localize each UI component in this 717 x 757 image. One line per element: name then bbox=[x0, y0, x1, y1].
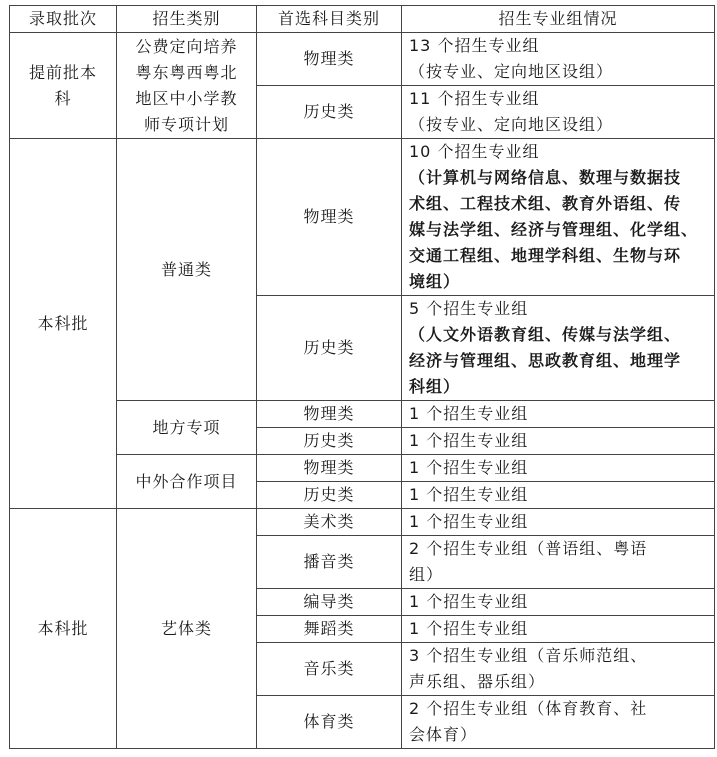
groups-cell: 3 个招生专业组（音乐师范组、 声乐组、器乐组） bbox=[402, 643, 715, 696]
category-cell: 艺体类 bbox=[117, 509, 257, 749]
subject-cell: 历史类 bbox=[257, 428, 402, 455]
groups-detail: （计算机与网络信息、数理与数据技 术组、工程技术组、教育外语组、传 媒与法学组、经济与管理组、化学组、 交通工程组、地理学科组、生物与环 境组） bbox=[409, 168, 699, 291]
subject-cell: 舞蹈类 bbox=[257, 616, 402, 643]
subject-cell: 历史类 bbox=[257, 482, 402, 509]
admission-table bbox=[9, 5, 715, 749]
groups-cell: 1 个招生专业组 bbox=[402, 482, 715, 509]
table-row bbox=[10, 509, 715, 536]
groups-cell bbox=[402, 86, 715, 139]
groups-cell bbox=[402, 33, 715, 86]
subject-cell: 物理类 bbox=[257, 401, 402, 428]
groups-cell bbox=[402, 296, 715, 401]
batch-cell: 本科批 bbox=[10, 139, 117, 509]
groups-note: （按专业、定向地区设组） bbox=[409, 115, 614, 134]
groups-cell: 1 个招生专业组 bbox=[402, 401, 715, 428]
subject-cell: 历史类 bbox=[257, 86, 402, 139]
category-cell: 公费定向培养 粤东粤西粤北 地区中小学教 师专项计划 bbox=[117, 33, 257, 139]
groups-cell: 1 个招生专业组 bbox=[402, 509, 715, 536]
table-row bbox=[10, 139, 715, 296]
batch-cell: 提前批本 科 bbox=[10, 33, 117, 139]
subject-cell: 播音类 bbox=[257, 536, 402, 589]
subject-cell: 物理类 bbox=[257, 455, 402, 482]
subject-cell: 物理类 bbox=[257, 139, 402, 296]
groups-cell: 1 个招生专业组 bbox=[402, 589, 715, 616]
header-batch: 录取批次 bbox=[10, 6, 117, 33]
subject-cell: 历史类 bbox=[257, 296, 402, 401]
category-cell: 中外合作项目 bbox=[117, 455, 257, 509]
groups-detail: （人文外语教育组、传媒与法学组、 经济与管理组、思政教育组、地理学 科组） bbox=[409, 325, 682, 396]
groups-note: （按专业、定向地区设组） bbox=[409, 62, 614, 81]
subject-cell: 物理类 bbox=[257, 33, 402, 86]
groups-cell: 1 个招生专业组 bbox=[402, 428, 715, 455]
header-row bbox=[10, 6, 715, 33]
header-category: 招生类别 bbox=[117, 6, 257, 33]
table-row bbox=[10, 33, 715, 86]
category-cell: 地方专项 bbox=[117, 401, 257, 455]
subject-cell: 编导类 bbox=[257, 589, 402, 616]
header-subject: 首选科目类别 bbox=[257, 6, 402, 33]
subject-cell: 美术类 bbox=[257, 509, 402, 536]
groups-count: 13 个招生专业组 bbox=[409, 36, 540, 55]
subject-cell: 音乐类 bbox=[257, 643, 402, 696]
groups-count: 11 个招生专业组 bbox=[409, 89, 540, 108]
category-cell: 普通类 bbox=[117, 139, 257, 401]
groups-cell: 1 个招生专业组 bbox=[402, 455, 715, 482]
groups-count: 10 个招生专业组 bbox=[409, 142, 540, 161]
subject-cell: 体育类 bbox=[257, 696, 402, 749]
header-groups: 招生专业组情况 bbox=[402, 6, 715, 33]
groups-cell bbox=[402, 139, 715, 296]
batch-cell: 本科批 bbox=[10, 509, 117, 749]
groups-cell: 2 个招生专业组（体育教育、社 会体育） bbox=[402, 696, 715, 749]
groups-count: 5 个招生专业组 bbox=[409, 299, 529, 318]
groups-cell: 1 个招生专业组 bbox=[402, 616, 715, 643]
groups-cell: 2 个招生专业组（普语组、粤语 组） bbox=[402, 536, 715, 589]
